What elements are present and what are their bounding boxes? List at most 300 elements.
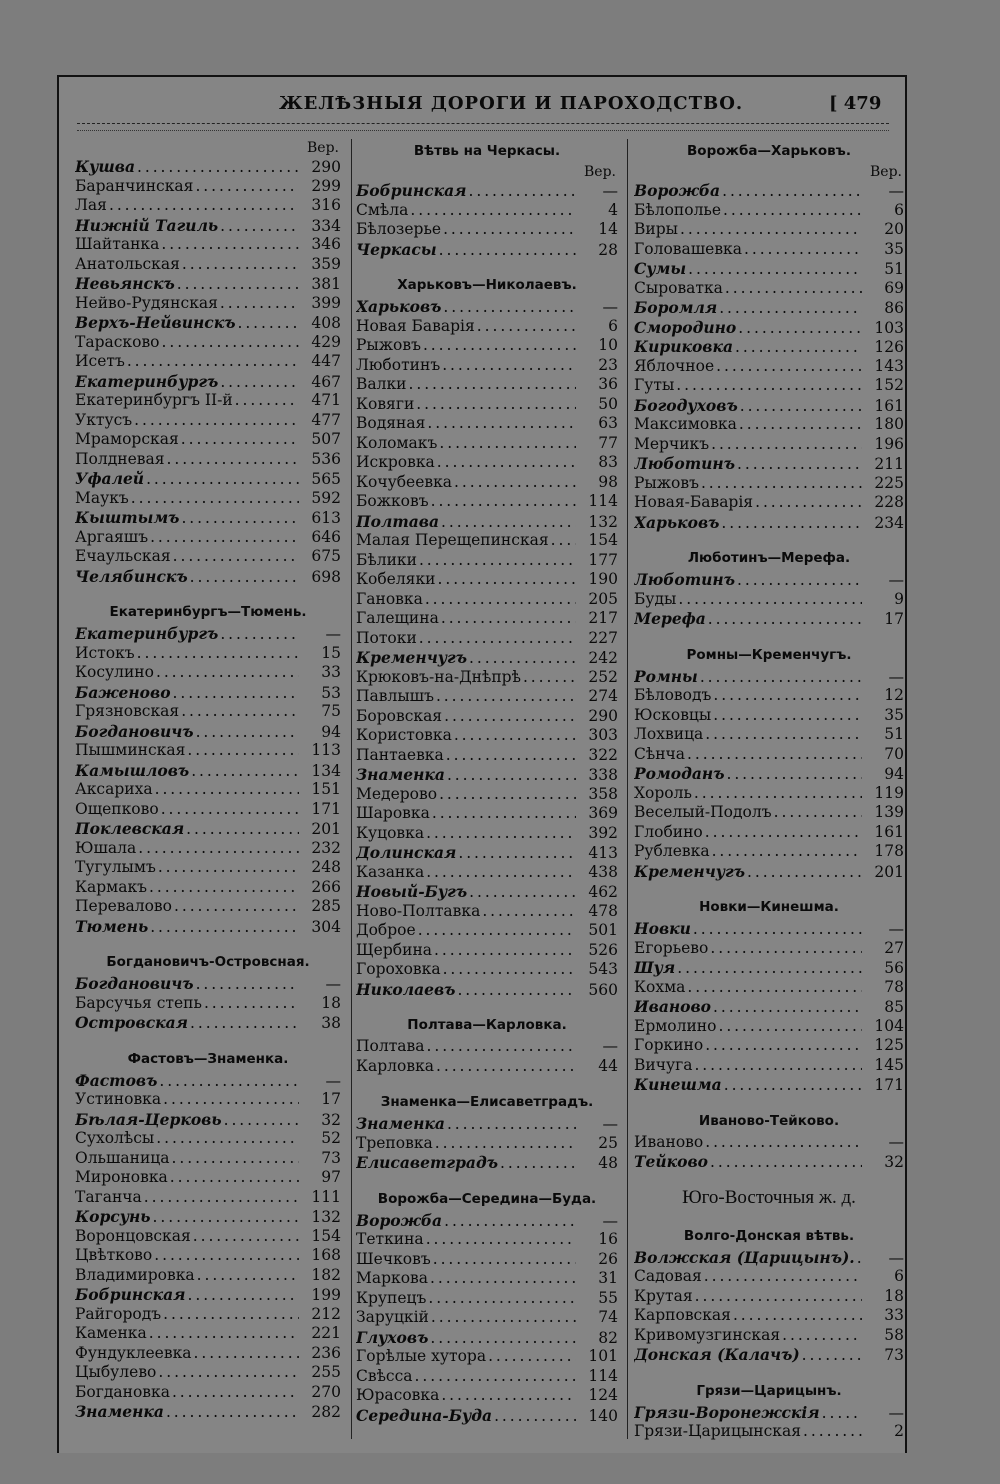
station-name: Баженово [75,682,171,702]
station-row [356,960,618,980]
station-row [356,1057,618,1077]
station-row [75,663,341,683]
station-name: Ковяги [356,394,415,413]
station-name: Ромоданъ [634,764,725,783]
station-row [356,220,618,240]
station-distance: — [325,975,341,993]
station-distance: 462 [588,883,618,901]
station-name: Фундуклеевка [75,1343,192,1362]
station-distance: 14 [598,220,618,238]
station-distance: 227 [588,628,618,647]
station-distance: 290 [311,158,341,176]
route-section [356,1090,618,1173]
station-row [634,1075,904,1095]
station-distance: — [602,1037,618,1055]
station-distance: 282 [311,1403,341,1421]
station-distance: 101 [588,1347,618,1365]
leader-dots [782,1326,862,1346]
leader-dots [235,391,299,411]
station-distance: 73 [321,1148,341,1167]
station-row [356,863,618,883]
station-distance: 51 [884,260,904,278]
station-row [75,1227,341,1247]
station-row [75,858,341,878]
route-section [634,643,904,882]
leader-dots [134,411,299,431]
station-distance: 478 [588,901,618,920]
leader-dots [802,1346,862,1365]
station-row [75,683,341,703]
station-distance: 114 [588,492,618,510]
station-name: Шечковъ [356,1249,431,1268]
station-distance: 359 [311,254,341,273]
leader-dots [177,275,299,294]
station-name: Лохвица [634,725,704,743]
leader-dots [190,1014,299,1033]
station-distance: 369 [588,804,618,822]
station-row [75,780,341,800]
station-row [356,1230,618,1250]
section-gap [634,629,904,643]
station-row [356,687,618,707]
leader-dots [181,430,299,450]
station-distance: 17 [884,610,904,628]
station-distance: 119 [874,783,904,802]
station-row [75,547,341,567]
station-name: Поклевская [75,819,185,838]
station-row [356,1269,618,1289]
leader-dots [469,883,576,902]
section-title: Грязи—Царицынъ. [696,1382,842,1399]
route-section [634,546,904,629]
station-distance: 78 [884,977,904,996]
station-distance: 15 [321,643,341,662]
station-row [75,430,341,450]
leader-dots [197,1266,299,1286]
station-row [634,1306,904,1326]
station-distance: 94 [884,765,904,783]
station-name: Екатеринбургъ [75,624,219,643]
station-row [75,1110,341,1130]
station-name: Буды [634,589,677,608]
leader-dots [162,333,299,353]
station-name: Карловка [356,1056,434,1075]
station-row [356,375,618,395]
leader-dots [161,800,299,820]
leader-dots [220,294,299,314]
station-distance: 675 [311,547,341,565]
station-row [75,994,341,1014]
station-distance: 161 [874,822,904,841]
leader-dots [713,998,862,1017]
station-row [356,317,618,337]
station-distance: 23 [598,355,618,374]
station-name: Знаменка [356,765,445,784]
section-gap [75,586,341,600]
station-name: Полдневая [75,449,165,468]
leader-dots [409,375,577,395]
station-row [634,240,904,260]
section-title: Полтава—Карловка. [407,1017,567,1033]
leader-dots [747,863,862,882]
station-name: Тарасково [75,332,160,351]
leader-dots [159,1072,299,1091]
station-name: Мерчикъ [634,434,710,453]
leader-dots [439,241,576,260]
leader-dots [494,1407,576,1426]
station-row [634,978,904,998]
leader-dots [427,414,576,434]
station-name: Искровка [356,453,435,471]
station-name: Нейво-Рудянская [75,293,218,312]
leader-dots [739,415,862,435]
unit-label: Вер. [307,140,339,156]
station-distance: 201 [874,862,904,881]
leader-dots [711,435,862,455]
station-row [356,531,618,551]
station-distance: 228 [874,493,904,511]
leader-dots [181,509,299,528]
station-row [634,1248,904,1268]
leader-dots [454,473,576,493]
leader-dots [701,474,862,494]
station-distance: 212 [311,1304,341,1323]
station-distance: — [888,182,904,200]
station-name: Сыроватка [634,278,723,297]
leader-dots [166,1403,299,1422]
station-distance: 274 [588,687,618,705]
leader-dots [439,434,576,454]
section-title: Богдановичъ-Островсная. [106,954,310,970]
station-name: Косулино [75,663,154,681]
leader-dots [182,255,299,275]
leader-dots [163,1305,299,1325]
leader-dots [695,1287,862,1307]
leader-dots [725,279,862,299]
leader-dots [149,1324,299,1344]
station-name: Знаменка [356,1114,445,1133]
station-row [75,1090,341,1110]
section-title: Знаменка—Елисаветградъ. [380,1094,594,1110]
station-name: Елисаветградъ [356,1153,498,1172]
leader-dots [426,1037,576,1057]
station-distance: 270 [311,1382,341,1401]
leader-dots [187,741,299,761]
leader-dots [705,823,862,843]
leader-dots [694,1056,862,1076]
station-row [75,878,341,898]
station-distance: 413 [588,844,618,862]
station-name: Полтава [356,1037,425,1055]
station-name: Бѣловодъ [634,686,712,704]
station-row [356,1367,618,1387]
station-distance: 322 [588,745,618,764]
route-section [634,1224,904,1365]
leader-dots [435,1134,576,1154]
leader-dots [416,395,576,415]
station-row [75,528,341,548]
station-distance: 248 [311,858,341,876]
leader-dots [446,746,576,766]
station-name: Люботинъ [634,570,735,589]
leader-dots [676,376,862,396]
station-row [75,1207,341,1227]
station-name: Бобринская [75,1285,186,1304]
station-name: Ольшаница [75,1148,170,1167]
station-name: Медерово [356,784,438,803]
station-row [356,707,618,727]
station-distance: 58 [884,1325,904,1344]
station-name: Воронцовская [75,1226,191,1245]
station-distance: 211 [874,455,904,473]
station-row [75,177,341,197]
station-row [634,493,904,513]
route-section [634,139,904,532]
station-distance: 18 [884,1286,904,1305]
leader-dots [137,158,299,177]
station-name: Бѣлополье [634,200,722,219]
station-distance: 83 [598,453,618,471]
station-row [634,609,904,629]
station-distance: 447 [311,352,341,370]
leader-dots [678,590,862,610]
station-name: Карповская [634,1306,731,1324]
leader-dots [444,1212,576,1231]
station-distance: 2 [894,1422,904,1440]
station-name: Грязновская [75,702,180,720]
section-title: Волго-Донская вѣтвь. [683,1227,855,1244]
route-section [634,1186,904,1210]
station-distance: 526 [588,940,618,959]
station-name: Середина-Буда [356,1405,493,1425]
station-row [634,997,904,1017]
station-row [356,356,618,376]
leader-dots [190,568,299,587]
station-name: Гороховка [356,960,441,978]
station-distance: 177 [588,550,618,569]
station-name: Доброе [356,921,416,939]
leader-dots [131,489,299,509]
station-row [634,337,904,357]
station-name: Райгородъ [75,1304,162,1323]
station-row [634,706,904,726]
station-row [356,336,618,356]
station-distance: — [325,1071,341,1090]
leader-dots [551,531,576,551]
leader-dots [441,513,576,532]
station-row [356,882,618,902]
station-row [75,255,341,275]
leader-dots [774,803,862,823]
station-name: Казанка [356,862,425,881]
station-distance: 111 [311,1187,341,1206]
station-name: Божковъ [356,492,429,510]
leader-dots [443,298,576,317]
station-row [356,453,618,473]
station-distance: 392 [588,823,618,842]
station-name: Кривомузгинская [634,1325,781,1344]
station-distance: 143 [874,356,904,375]
leader-dots [224,1111,299,1130]
station-row [75,800,341,820]
station-distance: 471 [311,391,341,409]
station-distance: 51 [884,725,904,743]
station-name: Треповка [356,1133,433,1152]
station-name: Садовая [634,1267,702,1285]
station-name: Кинешма [634,1075,722,1094]
station-name: Аксариха [75,780,153,798]
section-title: Ворожба—Середина—Буда. [377,1190,597,1207]
station-distance: 381 [311,275,341,293]
station-name: Перевалово [75,897,172,915]
station-name: Виры [634,220,678,238]
station-distance: 53 [321,683,341,702]
station-name: Волжская (Царицынъ). [634,1247,855,1267]
station-row [75,624,341,644]
station-row [356,1037,618,1057]
station-name: Иваново [634,1132,704,1151]
section-title: Харьковъ—Николаевъ. [397,277,577,293]
station-row [356,902,618,922]
station-distance: 242 [588,649,618,667]
station-row [75,722,341,742]
leader-dots [733,1306,862,1326]
leader-dots [430,1329,576,1348]
station-row [356,609,618,629]
station-row [75,974,341,994]
station-row [634,357,904,377]
station-name: Шуя [634,958,676,977]
leader-dots [822,1404,862,1423]
station-row [356,1114,618,1134]
station-name: Тугулымъ [75,858,156,876]
station-name: Рублевка [634,842,710,860]
station-row [634,686,904,706]
leader-dots [237,314,299,333]
station-distance: 36 [598,375,618,393]
leader-dots [426,824,576,844]
station-name: Нижній Тагиль [75,215,219,235]
section-title: Вѣтвь на Черкасы. [413,143,561,159]
station-distance: — [888,1248,904,1267]
station-name: Богодуховъ [634,395,738,415]
leader-dots [688,260,862,279]
leader-dots [153,1208,299,1227]
leader-dots [457,981,576,1000]
station-distance: 33 [884,1306,904,1324]
station-row [356,746,618,766]
station-distance: 35 [884,705,904,724]
station-row [634,1056,904,1076]
leader-dots [442,356,576,376]
station-distance: 70 [884,744,904,763]
station-row [356,512,618,532]
leader-dots [155,780,299,800]
leader-dots [469,649,576,668]
station-distance: — [888,571,904,589]
station-row [356,726,618,746]
station-distance: 221 [311,1324,341,1342]
station-name: Цвѣтково [75,1246,153,1264]
station-row [75,1129,341,1149]
station-distance: 35 [884,239,904,258]
station-name: Максимовка [634,415,737,433]
station-row [75,508,341,528]
station-name: Уктусъ [75,410,133,429]
station-row [356,941,618,961]
station-name: Боромля [634,298,718,317]
station-name: Новая Баварія [356,316,475,335]
leader-dots [172,1383,299,1403]
station-name: Знаменка [75,1402,164,1421]
station-distance: 613 [311,509,341,527]
station-name: Яблочное [634,356,715,375]
leader-dots [154,1246,299,1266]
station-distance: 4 [608,200,618,219]
station-name: Кыштымъ [75,508,180,527]
section-title: Екатеринбургъ—Тюмень. [109,604,307,620]
station-distance: 6 [608,316,618,335]
station-name: Новки [634,919,691,938]
leader-dots [437,570,576,590]
station-row [356,980,618,1000]
leader-dots [723,201,862,221]
station-name: Юрасовка [356,1386,440,1404]
leader-dots [488,1347,576,1367]
station-distance: 171 [874,1076,904,1094]
route-section [75,950,341,1033]
station-row [75,372,341,392]
station-name: Ворожба [356,1210,443,1230]
station-name: Маркова [356,1269,429,1287]
station-name: Шайтанка [75,235,160,253]
station-distance: 560 [588,980,618,999]
station-distance: 32 [321,1110,341,1129]
leader-dots [444,707,576,727]
leader-dots [687,978,862,998]
unit-label: Вер. [870,164,902,180]
leader-dots [161,235,299,255]
station-distance: 303 [588,726,618,744]
station-name: Егорьево [634,938,709,957]
station-row [75,1266,341,1286]
station-name: Боровская [356,706,443,725]
leader-dots [156,1129,299,1149]
leader-dots [721,514,862,533]
section-gap [75,936,341,950]
station-row [75,450,341,470]
station-row [634,454,904,474]
page-number: [ 479 [829,93,882,114]
station-distance: 104 [874,1016,904,1035]
station-row [75,1324,341,1344]
station-distance: 467 [311,372,341,391]
leader-dots [415,1367,576,1387]
station-name: Рыжовъ [634,473,699,492]
station-name: Люботинъ [634,454,735,473]
station-row [634,435,904,455]
leader-dots [704,1267,862,1287]
leader-dots [700,668,862,687]
station-row [356,1289,618,1309]
station-name: Куцовка [356,823,425,842]
station-name: Горѣлые хутора [356,1347,487,1365]
leader-dots [195,177,299,197]
station-row [634,415,904,435]
station-row [634,1422,904,1442]
station-distance: 565 [311,470,341,488]
station-name: Уфалей [75,469,145,488]
